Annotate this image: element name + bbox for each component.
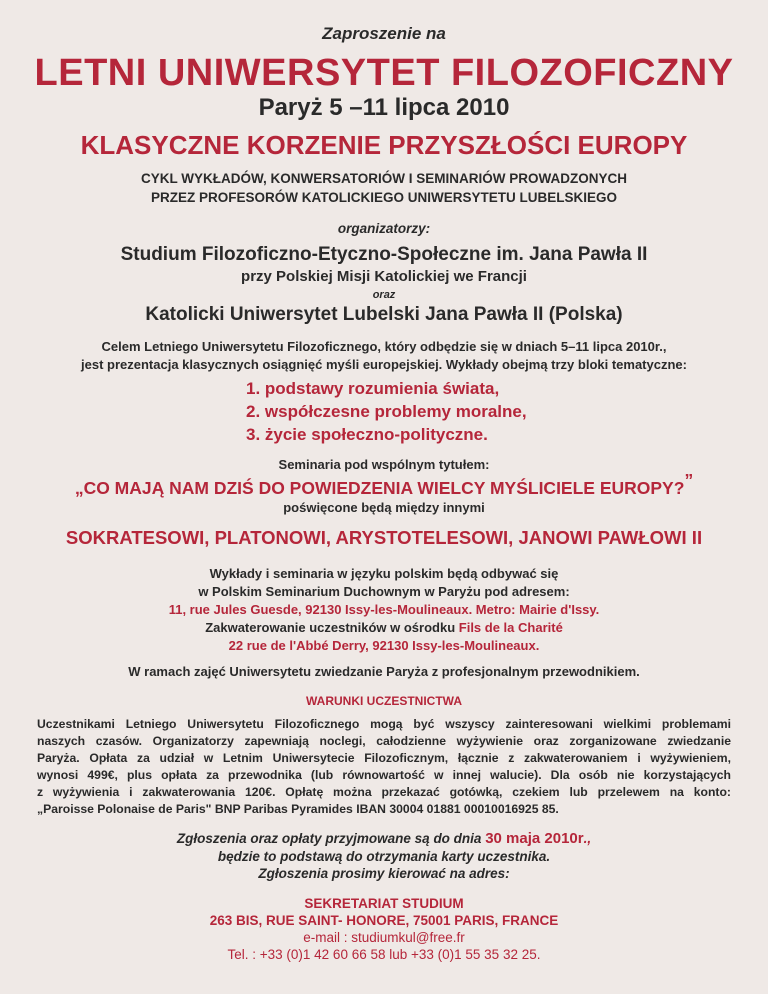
lodging-intro: Zakwaterowanie uczestników w ośrodku [205,620,459,635]
conditions-line: naszych czasów. Organizatorzy zapewniają noclegi, całodzienne wyżywienie oraz zorganizowane zwiedzanie [37,734,731,748]
conditions-line: z wyżywienia i zakwaterowania 120€. Opłatę można przekazać gotówką, czekiem lub przelewem na konto: [37,785,731,799]
lodging-name: Fils de la Charité [458,620,563,635]
registration-deadline: 30 maja 2010r [485,830,584,847]
venue-address: 11, rue Jules Guesde, 92130 Issy-les-Moulineaux. Metro: Mairie d'Issy. [168,602,600,617]
organizers-and: oraz [372,289,396,301]
contact-org: SEKRETARIAT STUDIUM [304,896,464,911]
organizers-label: organizatorzy: [337,221,431,236]
topic-item: 3. życie społeczno-polityczne. [246,425,488,444]
seminars-intro: Seminaria pod wspólnym tytułem: [278,457,490,472]
conditions-line: wynosi 499€, plus opłata za przewodnika (lub równowartość w innej walucie). Dla osób nie korzystających [37,768,731,782]
cycle-line-2: PRZEZ PROFESORÓW KATOLICKIEGO UNIWERSYTETU LUBELSKIEGO [150,190,617,205]
venue-line-2: w Polskim Seminarium Duchownym w Paryżu pod adresem: [198,584,570,599]
contact-address: 263 BIS, RUE SAINT- HONORE, 75001 PARIS, FRANCE [209,913,559,928]
page-title: LETNI UNIWERSYTET FILOZOFICZNY [34,52,734,94]
aim-line-1: Celem Letniego Uniwersytetu Filozoficznego, który odbędzie się w dniach 5–11 lipca 2010r., [101,339,667,354]
close-quote: ” [684,470,694,490]
registration-text: Zgłoszenia oraz opłaty przyjmowane są do dnia [176,831,486,846]
registration-punct: ., [583,831,592,846]
registration-line-1 [0,830,768,847]
conditions-paragraph [37,716,731,818]
open-quote: „ [74,478,84,498]
contact-email: e-mail : studiumkul@free.fr [303,930,465,945]
aim-line-2: jest prezentacja klasycznych osiągnięć myśli europejskiej. Wykłady obejmą trzy bloki tematyczne: [81,357,687,372]
seminars-dedicated: poświęcone będą między innymi [283,500,485,515]
venue-line-1: Wykłady i seminaria w języku polskim będą odbywać się [209,566,559,581]
topic-item: 2. współczesne problemy moralne, [246,402,527,421]
conditions-line: Uczestnikami Letniego Uniwersytetu Filozoficznego mogą być wszyscy zainteresowani wielkimi problemami [37,717,731,731]
registration-line-3: Zgłoszenia prosimy kierować na adres: [258,866,510,881]
event-subtitle: KLASYCZNE KORZENIE PRZYSZŁOŚCI EUROPY [80,130,688,160]
tour-info: W ramach zajęć Uniwersytetu zwiedzanie Paryża z profesjonalnym przewodnikiem. [128,664,640,679]
organizer-1-subtitle: przy Polskiej Misji Katolickiej we Francji [241,268,527,285]
conditions-heading: WARUNKI UCZESTNICTWA [306,694,462,708]
lodging-line [0,620,768,635]
invitation-label: Zaproszenie na [322,24,446,43]
cycle-line-1: CYKL WYKŁADÓW, KONWERSATORIÓW I SEMINARIÓW PROWADZONYCH [141,171,627,186]
conditions-line: „Paroisse Polonaise de Paris" BNP Paribas Pyramides IBAN 30004 01881 00010016925 85. [37,802,559,816]
conditions-line: Paryża. Opłata za udział w Letnim Uniwersytecie Filozoficznym, łącznie z zakwaterowaniem i wyżywieniem, [37,751,731,765]
lodging-address: 22 rue de l'Abbé Derry, 92130 Issy-les-Moulineaux. [228,638,540,653]
topics-list [246,377,527,446]
topic-item: 1. podstawy rozumienia świata, [246,379,500,398]
contact-phone: Tel. : +33 (0)1 42 60 66 58 lub +33 (0)1 55 35 32 25. [227,947,541,962]
seminar-title [0,470,768,499]
organizer-2: Katolicki Uniwersytet Lubelski Jana Pawła II (Polska) [145,304,623,325]
philosophers-list: SOKRATESOWI, PLATONOWI, ARYSTOTELESOWI, JANOWI PAWŁOWI II [65,527,703,548]
organizer-1: Studium Filozoficzno-Etyczno-Społeczne im. Jana Pawła II [120,244,648,265]
event-dates: Paryż 5 –11 lipca 2010 [258,94,510,121]
registration-line-2: będzie to podstawą do otrzymania karty uczestnika. [217,849,551,864]
seminar-title-text: CO MAJĄ NAM DZIŚ DO POWIEDZENIA WIELCY MYŚLICIELE EUROPY? [83,478,685,498]
